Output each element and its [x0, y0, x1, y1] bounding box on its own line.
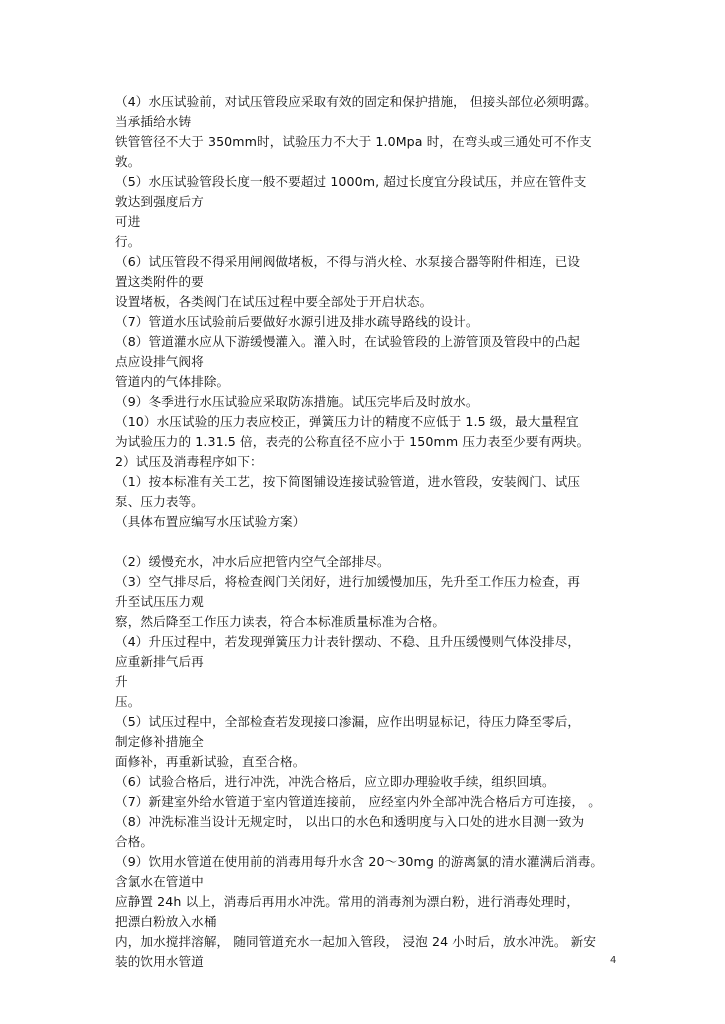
text-line: 管道内的气体排除。	[115, 374, 230, 389]
text-line: 内，加水搅拌溶解， 随同管道充水一起加入管段， 浸泡 24 小时后，放水冲洗。 新安	[115, 934, 597, 949]
text-line: （5）试压过程中，全部检查若发现接口渗漏，应作出明显标记，待压力降至零后，	[115, 714, 581, 729]
text-line: 设置堵板，各类阀门在试压过程中要全部处于开启状态。	[115, 294, 433, 309]
text-line: 应静置 24h 以上，消毒后再用水冲洗。常用的消毒剂为漂白粉，进行消毒处理时，	[115, 894, 580, 909]
text-line: 敦。	[115, 154, 141, 169]
text-line: （7）管道水压试验前后要做好水源引进及排水疏导路线的设计。	[115, 314, 479, 329]
text-line: 含氯水在管道中	[115, 874, 204, 889]
text-line: 合格。	[115, 834, 154, 849]
text-line: （4）水压试验前，对试压管段应采取有效的固定和保护措施， 但接头部位必须明露。	[115, 94, 597, 109]
text-line: 铁管管径不大于 350mm时，试验压力不大于 1.0Mpa 时，在弯头或三通处可不作支	[115, 134, 592, 149]
text-line: 可进	[115, 214, 141, 229]
text-line: （10）水压试验的压力表应校正，弹簧压力计的精度不应低于 1.5 级，最大量程宜	[115, 414, 579, 429]
text-line: （6）试验合格后，进行冲洗，冲洗合格后，应立即办理验收手续，组织回填。	[115, 774, 555, 789]
text-line: 面修补，再重新试验，直至合格。	[115, 754, 306, 769]
text-line: 装的饮用水管道	[115, 954, 204, 969]
text-line: （8）管道灌水应从下游缓慢灌入。灌入时，在试验管段的上游管顶及管段中的凸起	[115, 334, 581, 349]
text-line: 制定修补措施全	[115, 734, 204, 749]
text-line: （9）饮用水管道在使用前的消毒用每升水含 20～30mg 的游离氯的清水灌满后消毒。	[115, 854, 604, 869]
text-line: （9）冬季进行水压试验应采取防冻措施。试压完毕后及时放水。	[115, 394, 479, 409]
text-line: 置这类附件的要	[115, 274, 204, 289]
text-line: （6）试压管段不得采用闸阀做堵板，不得与消火栓、水泵接合器等附件相连，已设	[115, 254, 581, 269]
text-line	[115, 532, 655, 552]
text-line: 升至试压压力观	[115, 594, 204, 609]
text-line: 察，然后降至工作压力读表，符合本标准质量标准为合格。	[115, 614, 446, 629]
text-line: 应重新排气后再	[115, 654, 204, 669]
document-body	[115, 92, 655, 972]
text-line: （具体布置应编写水压试验方案）	[115, 514, 306, 529]
text-line: 行。	[115, 234, 141, 249]
text-line: 为试验压力的 1.31.5 倍，表壳的公称直径不应小于 150mm 压力表至少要有两块。	[115, 434, 590, 449]
text-line: （2）缓慢充水，冲水后应把管内空气全部排尽。	[115, 554, 390, 569]
text-line: 升	[115, 674, 128, 689]
text-line: （8）冲洗标准当设计无规定时， 以出口的水色和透明度与入口处的进水目测一致为	[115, 814, 585, 829]
text-line: 敦达到强度后方	[115, 194, 204, 209]
page-number: 4	[610, 955, 617, 966]
text-line: （1）按本标准有关工艺，按下简图铺设连接试验管道，进水管段，安装阀门、试压	[115, 474, 581, 489]
text-line: 泵、压力表等。	[115, 494, 204, 509]
text-line: （3）空气排尽后，将检查阀门关闭好，进行加缓慢加压，先升至工作压力检查，再	[115, 574, 581, 589]
text-line: （7）新建室外给水管道于室内管道连接前， 应经室内外全部冲洗合格后方可连接， 。	[115, 794, 601, 809]
text-line: 2）试压及消毒程序如下：	[115, 454, 263, 469]
text-line: （5）水压试验管段长度一般不要超过 1000m, 超过长度宜分段试压，并应在管件支	[115, 174, 587, 189]
text-line: 点应设排气阀将	[115, 354, 204, 369]
text-line: 把漂白粉放入水桶	[115, 914, 217, 929]
text-line: 压。	[115, 694, 141, 709]
text-line: （4）升压过程中，若发现弹簧压力计表针摆动、不稳、且升压缓慢则气体没排尽，	[115, 634, 581, 649]
text-line: 当承插给水铸	[115, 114, 192, 129]
